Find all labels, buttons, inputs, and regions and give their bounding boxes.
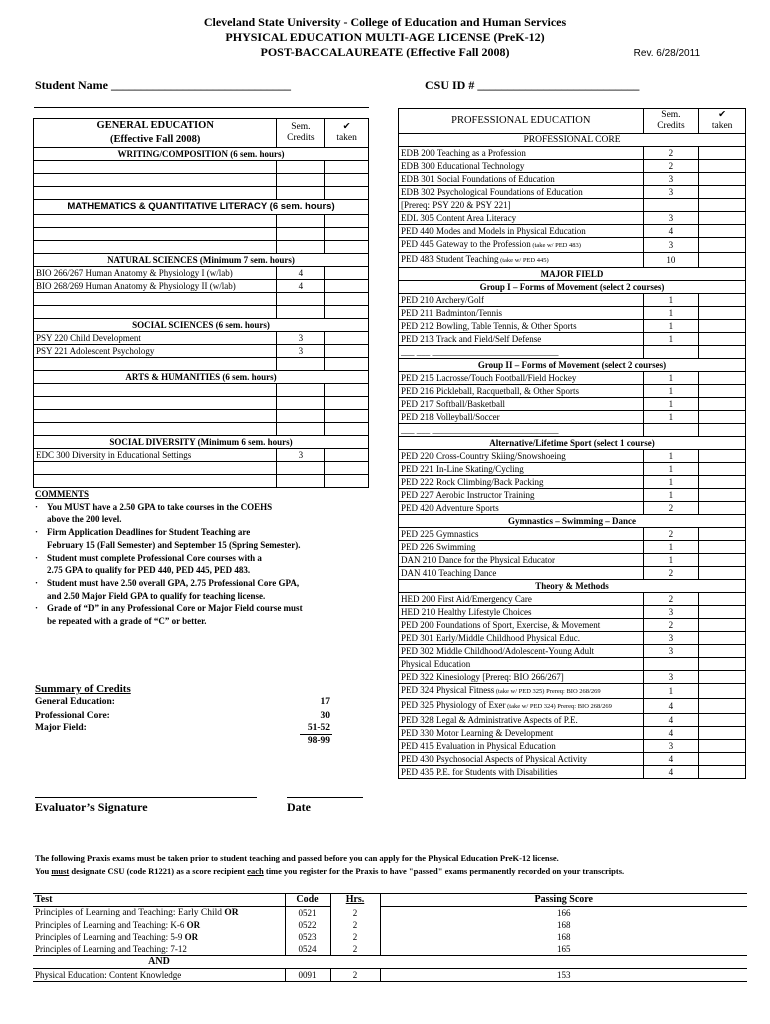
course-credits — [643, 658, 699, 671]
course-name: PED 415 Evaluation in Physical Education — [399, 740, 644, 753]
table-row — [399, 385, 746, 398]
table-row — [399, 238, 746, 253]
taken-checkbox[interactable] — [699, 320, 746, 333]
table-row: Principles of Learning and Teaching: Early Child OR 0521 2 166 — [35, 907, 571, 918]
social-diversity-header: SOCIAL DIVERSITY (Minimum 6 sem. hours) — [34, 436, 369, 449]
course-credits: 1 — [643, 294, 699, 307]
course-name: [Prereq: PSY 220 & PSY 221] — [399, 199, 644, 212]
major-field-header: MAJOR FIELD — [399, 268, 746, 281]
taken-checkbox[interactable] — [699, 398, 746, 411]
praxis-code-header: Code — [285, 894, 330, 907]
table-row — [399, 593, 746, 606]
taken-checkbox[interactable] — [699, 606, 746, 619]
praxis-table — [33, 893, 747, 982]
prof-ed-taken-header: ✔ taken — [699, 109, 746, 134]
course-name: PED 225 Gymnastics — [399, 528, 644, 541]
course-credits: 3 — [643, 740, 699, 753]
course-name: PED 420 Adventure Sports — [399, 502, 644, 515]
course-name: DAN 410 Teaching Dance — [399, 567, 644, 580]
praxis-score-header: Passing Score — [380, 894, 747, 907]
course-credits — [643, 424, 699, 437]
gymnastics-header: Gymnastics – Swimming – Dance — [399, 515, 746, 528]
table-row — [399, 658, 746, 671]
course-credits: 3 — [643, 238, 699, 253]
table-row — [399, 684, 746, 699]
table-row — [399, 398, 746, 411]
course-credits: 1 — [643, 333, 699, 346]
course-credits: 1 — [643, 541, 699, 554]
taken-checkbox[interactable] — [699, 528, 746, 541]
course-name: PED 483 Student Teaching (take w/ PED 445) — [399, 253, 644, 268]
course-credits: 3 — [643, 173, 699, 186]
comment-item: · Grade of “D” in any Professional Core or Major Field course must — [35, 603, 303, 614]
table-row — [399, 320, 746, 333]
taken-checkbox[interactable] — [699, 199, 746, 212]
summary-label: Major Field: — [35, 723, 87, 733]
taken-checkbox[interactable] — [699, 294, 746, 307]
table-row — [399, 173, 746, 186]
praxis-hrs-header: Hrs. — [330, 894, 380, 907]
course-name: PED 302 Middle Childhood/Adolescent-Young Adult — [399, 645, 644, 658]
course-credits: 1 — [643, 307, 699, 320]
summary-label: General Education: — [35, 697, 115, 707]
praxis-note-2: You must designate CSU (code R1221) as a score recipient each time you register for the Praxis to have "passed" exams permanently recorded on your transcripts. — [35, 866, 625, 876]
summary-title: Summary of Credits — [35, 683, 131, 695]
date-label: Date — [287, 800, 311, 814]
table-row — [399, 528, 746, 541]
table-row — [399, 294, 746, 307]
praxis-test-header: Test — [33, 894, 285, 907]
taken-checkbox[interactable] — [699, 173, 746, 186]
course-credits: 4 — [643, 699, 699, 714]
course-name: EDB 301 Social Foundations of Education — [399, 173, 644, 186]
course-credits: 2 — [643, 528, 699, 541]
table-row — [399, 147, 746, 160]
taken-checkbox[interactable] — [699, 684, 746, 699]
taken-checkbox[interactable] — [699, 411, 746, 424]
summary-value: 30 — [320, 711, 330, 721]
course-name: DAN 210 Dance for the Physical Educator — [399, 554, 644, 567]
table-row — [399, 645, 746, 658]
table-row — [399, 567, 746, 580]
course-credits: 2 — [643, 160, 699, 173]
table-row — [399, 619, 746, 632]
comment-item: · Firm Application Deadlines for Student Teaching are — [35, 527, 251, 538]
course-credits: 1 — [643, 372, 699, 385]
taken-checkbox[interactable] — [699, 147, 746, 160]
gen-ed-credits-header: Sem. Credits — [277, 119, 325, 148]
course-credits: 1 — [643, 450, 699, 463]
course-credits — [643, 346, 699, 359]
course-name: PED 440 Modes and Models in Physical Education — [399, 225, 644, 238]
course-name: PED 210 Archery/Golf — [399, 294, 644, 307]
table-row — [399, 463, 746, 476]
summary-value: 51-52 — [307, 723, 330, 733]
taken-checkbox[interactable] — [699, 476, 746, 489]
course-name: PED 211 Badminton/Tennis — [399, 307, 644, 320]
table-row — [399, 346, 746, 359]
table-row: Principles of Learning and Teaching: 5-9 OR 0523 2 168 — [35, 932, 571, 942]
course-credits: 4 — [643, 714, 699, 727]
table-row — [399, 160, 746, 173]
comments-title: COMMENTS — [35, 489, 89, 499]
taken-checkbox[interactable] — [699, 502, 746, 515]
table-row — [399, 199, 746, 212]
header-line1: Cleveland State University - College of Education and Human Services — [203, 15, 567, 29]
taken-checkbox[interactable] — [325, 449, 369, 462]
course-name: PED 445 Gateway to the Profession (take w/ PED 483) — [399, 238, 644, 253]
table-row: Physical Education: Content Knowledge 0091 2 153 — [33, 969, 747, 982]
course-credits: 2 — [643, 593, 699, 606]
table-row — [399, 502, 746, 515]
course-credits: 2 — [643, 567, 699, 580]
table-row: PSY 220 Child Development 3 — [34, 332, 369, 345]
table-row: PSY 221 Adolescent Psychology 3 — [34, 345, 369, 358]
table-row — [399, 476, 746, 489]
course-name: PED 328 Legal & Administrative Aspects of P.E. — [399, 714, 644, 727]
taken-checkbox[interactable] — [699, 658, 746, 671]
prof-ed-credits-header: Sem. Credits — [643, 109, 699, 134]
course-name: PED 221 In-Line Skating/Cycling — [399, 463, 644, 476]
course-credits: 4 — [643, 727, 699, 740]
table-row — [399, 753, 746, 766]
taken-checkbox[interactable] — [699, 632, 746, 645]
course-credits: 3 — [643, 212, 699, 225]
course-name: PED 435 P.E. for Students with Disabilities — [399, 766, 644, 779]
course-name: ___ ___ ____________________________ — [399, 346, 644, 359]
table-row — [399, 766, 746, 779]
course-name: HED 210 Healthy Lifestyle Choices — [399, 606, 644, 619]
table-row — [399, 253, 746, 268]
praxis-note-1: The following Praxis exams must be taken prior to student teaching and passed before you can apply for the Physical Education PreK-12 license. — [35, 853, 559, 863]
natural-sciences-header: NATURAL SCIENCES (Minimum 7 sem. hours) — [34, 254, 369, 267]
course-credits: 1 — [643, 320, 699, 333]
math-section-header: MATHEMATICS & QUANTITATIVE LITERACY (6 sem. hours) — [34, 200, 369, 215]
professional-education-table — [398, 108, 746, 779]
course-credits: 2 — [643, 147, 699, 160]
taken-checkbox[interactable] — [699, 714, 746, 727]
course-credits: 3 — [643, 645, 699, 658]
course-credits: 3 — [643, 606, 699, 619]
course-name: PED 217 Softball/Basketball — [399, 398, 644, 411]
csu-id-field[interactable]: CSU ID # ___________________________ — [425, 78, 640, 92]
table-row — [399, 671, 746, 684]
comment-item: · Student must complete Professional Core courses with a — [35, 552, 262, 563]
summary-label: Professional Core: — [35, 711, 110, 721]
taken-checkbox[interactable] — [699, 766, 746, 779]
taken-checkbox[interactable] — [699, 753, 746, 766]
course-credits: 3 — [643, 632, 699, 645]
table-row: Principles of Learning and Teaching: 7-12 0524 2 165 — [33, 943, 747, 956]
taken-checkbox[interactable] — [325, 345, 369, 358]
praxis-and-label: AND — [33, 956, 285, 969]
course-name: PED 325 Physiology of Exer (take w/ PED 324) Prereq: BIO 268/269 — [399, 699, 644, 714]
writing-section-header: WRITING/COMPOSITION (6 sem. hours) — [34, 148, 369, 161]
table-row — [399, 554, 746, 567]
theory-methods-header: Theory & Methods — [399, 580, 746, 593]
course-name: HED 200 First Aid/Emergency Care — [399, 593, 644, 606]
table-row — [399, 333, 746, 346]
taken-checkbox[interactable] — [699, 699, 746, 714]
taken-checkbox[interactable] — [325, 332, 369, 345]
course-name: PED 430 Psychosocial Aspects of Physical Activity — [399, 753, 644, 766]
professional-core-header: PROFESSIONAL CORE — [399, 134, 746, 147]
course-credits: 1 — [643, 554, 699, 567]
comments-section: COMMENTS · You MUST have a 2.50 GPA to take courses in the COEHS above the 200 level. · Firm Application Deadlines for Student Teaching are February 15 (Fall Semester) and September 15 (Spring Semester). · Student must complete Professional Core courses with a 2.75 GPA to qualify for PED 440, PED 445, PED 483. · Student must have 2.50 overall GPA, 2.75 Professional Core GPA, and 2.50 Major Field GPA to qualify for teaching license. · Grade of “D” in any Professional Core or Major Field course must be repeated with a grade of “C” or better. — [35, 488, 375, 628]
table-row — [399, 450, 746, 463]
header-line2: PHYSICAL EDUCATION MULTI-AGE LICENSE (PreK-12) — [225, 30, 545, 44]
course-name: PED 301 Early/Middle Childhood Physical Educ. — [399, 632, 644, 645]
course-credits: 1 — [643, 489, 699, 502]
taken-checkbox[interactable] — [699, 740, 746, 753]
course-credits: 1 — [643, 684, 699, 699]
prof-ed-title: PROFESSIONAL EDUCATION — [399, 109, 644, 134]
course-credits: 1 — [643, 476, 699, 489]
table-row — [399, 699, 746, 714]
table-row — [399, 727, 746, 740]
taken-checkbox[interactable] — [699, 450, 746, 463]
table-row — [399, 307, 746, 320]
arts-humanities-header: ARTS & HUMANITIES (6 sem. hours) — [34, 371, 369, 384]
table-row — [399, 212, 746, 225]
table-row — [399, 714, 746, 727]
taken-checkbox[interactable] — [699, 186, 746, 199]
summary-total: 98-99 — [307, 736, 330, 746]
course-credits: 1 — [643, 411, 699, 424]
taken-checkbox[interactable] — [699, 385, 746, 398]
taken-checkbox[interactable] — [699, 727, 746, 740]
taken-checkbox[interactable] — [699, 253, 746, 268]
table-row — [399, 541, 746, 554]
revision-date: Rev. 6/28/2011 — [633, 48, 700, 59]
course-name: ___ ___ ____________________________ — [399, 424, 644, 437]
course-name: PED 212 Bowling, Table Tennis, & Other Sports — [399, 320, 644, 333]
taken-checkbox[interactable] — [699, 212, 746, 225]
taken-checkbox[interactable] — [325, 267, 369, 280]
course-credits: 4 — [643, 225, 699, 238]
course-name: PED 213 Track and Field/Self Defense — [399, 333, 644, 346]
course-name: EDB 200 Teaching as a Profession — [399, 147, 644, 160]
course-name: PED 322 Kinesiology [Prereq: BIO 266/267] — [399, 671, 644, 684]
general-education-table — [33, 107, 369, 488]
taken-checkbox[interactable] — [699, 554, 746, 567]
course-credits: 2 — [643, 502, 699, 515]
course-credits: 1 — [643, 463, 699, 476]
course-name: PED 227 Aerobic Instructor Training — [399, 489, 644, 502]
taken-checkbox[interactable] — [699, 238, 746, 253]
taken-checkbox[interactable] — [699, 463, 746, 476]
table-row — [399, 411, 746, 424]
course-name: EDL 305 Content Area Literacy — [399, 212, 644, 225]
taken-checkbox[interactable] — [699, 645, 746, 658]
course-credits: 4 — [643, 753, 699, 766]
table-row — [399, 186, 746, 199]
summary-value: 17 — [320, 697, 330, 707]
table-row — [399, 424, 746, 437]
taken-checkbox[interactable] — [699, 593, 746, 606]
course-credits — [643, 199, 699, 212]
table-row: BIO 268/269 Human Anatomy & Physiology II (w/lab) 4 — [34, 280, 369, 293]
header-line3: POST-BACCALAUREATE (Effective Fall 2008) — [260, 45, 510, 59]
course-name: PED 324 Physical Fitness (take w/ PED 325) Prereq: BIO 268/269 — [399, 684, 644, 699]
course-name: PED 226 Swimming — [399, 541, 644, 554]
course-credits: 10 — [643, 253, 699, 268]
table-row: Principles of Learning and Teaching: K-6 OR 0522 2 168 — [35, 920, 571, 930]
course-credits: 2 — [643, 619, 699, 632]
table-row — [399, 489, 746, 502]
social-sciences-header: SOCIAL SCIENCES (6 sem. hours) — [34, 319, 369, 332]
course-name: EDB 302 Psychological Foundations of Education — [399, 186, 644, 199]
taken-checkbox[interactable] — [699, 424, 746, 437]
course-name: PED 330 Motor Learning & Development — [399, 727, 644, 740]
comment-item: · You MUST have a 2.50 GPA to take courses in the COEHS — [35, 501, 273, 512]
taken-checkbox[interactable] — [699, 160, 746, 173]
course-name: Physical Education — [399, 658, 644, 671]
group2-header: Group II – Forms of Movement (select 2 courses) — [399, 359, 746, 372]
taken-checkbox[interactable] — [325, 280, 369, 293]
table-row — [399, 225, 746, 238]
taken-checkbox[interactable] — [699, 346, 746, 359]
course-name: EDB 300 Educational Technology — [399, 160, 644, 173]
taken-checkbox[interactable] — [699, 333, 746, 346]
taken-checkbox[interactable] — [699, 225, 746, 238]
table-row — [399, 632, 746, 645]
course-credits: 1 — [643, 398, 699, 411]
taken-checkbox[interactable] — [699, 489, 746, 502]
course-name: PED 222 Rock Climbing/Back Packing — [399, 476, 644, 489]
course-credits: 4 — [643, 766, 699, 779]
table-row — [399, 740, 746, 753]
taken-checkbox[interactable] — [699, 567, 746, 580]
table-row: EDC 300 Diversity in Educational Settings 3 — [34, 449, 369, 462]
alternative-sport-header: Alternative/Lifetime Sport (select 1 course) — [399, 437, 746, 450]
table-row — [399, 606, 746, 619]
course-name: PED 215 Lacrosse/Touch Football/Field Hockey — [399, 372, 644, 385]
course-name: PED 220 Cross-Country Skiing/Snowshoeing — [399, 450, 644, 463]
table-row: BIO 266/267 Human Anatomy & Physiology I (w/lab) 4 — [34, 267, 369, 280]
table-row — [399, 372, 746, 385]
taken-checkbox[interactable] — [699, 671, 746, 684]
taken-checkbox[interactable] — [699, 307, 746, 320]
comment-item: · Student must have 2.50 overall GPA, 2.75 Professional Core GPA, — [35, 577, 300, 588]
course-credits: 1 — [643, 385, 699, 398]
taken-checkbox[interactable] — [699, 619, 746, 632]
course-credits: 3 — [643, 671, 699, 684]
gen-ed-title: GENERAL EDUCATION (Effective Fall 2008) — [34, 119, 277, 148]
checkmark-icon: ✔ — [342, 122, 351, 132]
course-name: PED 216 Pickleball, Racquetball, & Other Sports — [399, 385, 644, 398]
taken-checkbox[interactable] — [699, 372, 746, 385]
evaluator-signature-label: Evaluator’s Signature — [35, 800, 148, 814]
course-name: PED 200 Foundations of Sport, Exercise, & Movement — [399, 619, 644, 632]
group1-header: Group I – Forms of Movement (select 2 courses) — [399, 281, 746, 294]
course-credits: 3 — [643, 186, 699, 199]
checkmark-icon: ✔ — [718, 110, 727, 120]
student-name-field[interactable]: Student Name ______________________________ — [35, 78, 292, 92]
course-name: PED 218 Volleyball/Soccer — [399, 411, 644, 424]
gen-ed-taken-header: ✔ taken — [325, 119, 369, 148]
taken-checkbox[interactable] — [699, 541, 746, 554]
